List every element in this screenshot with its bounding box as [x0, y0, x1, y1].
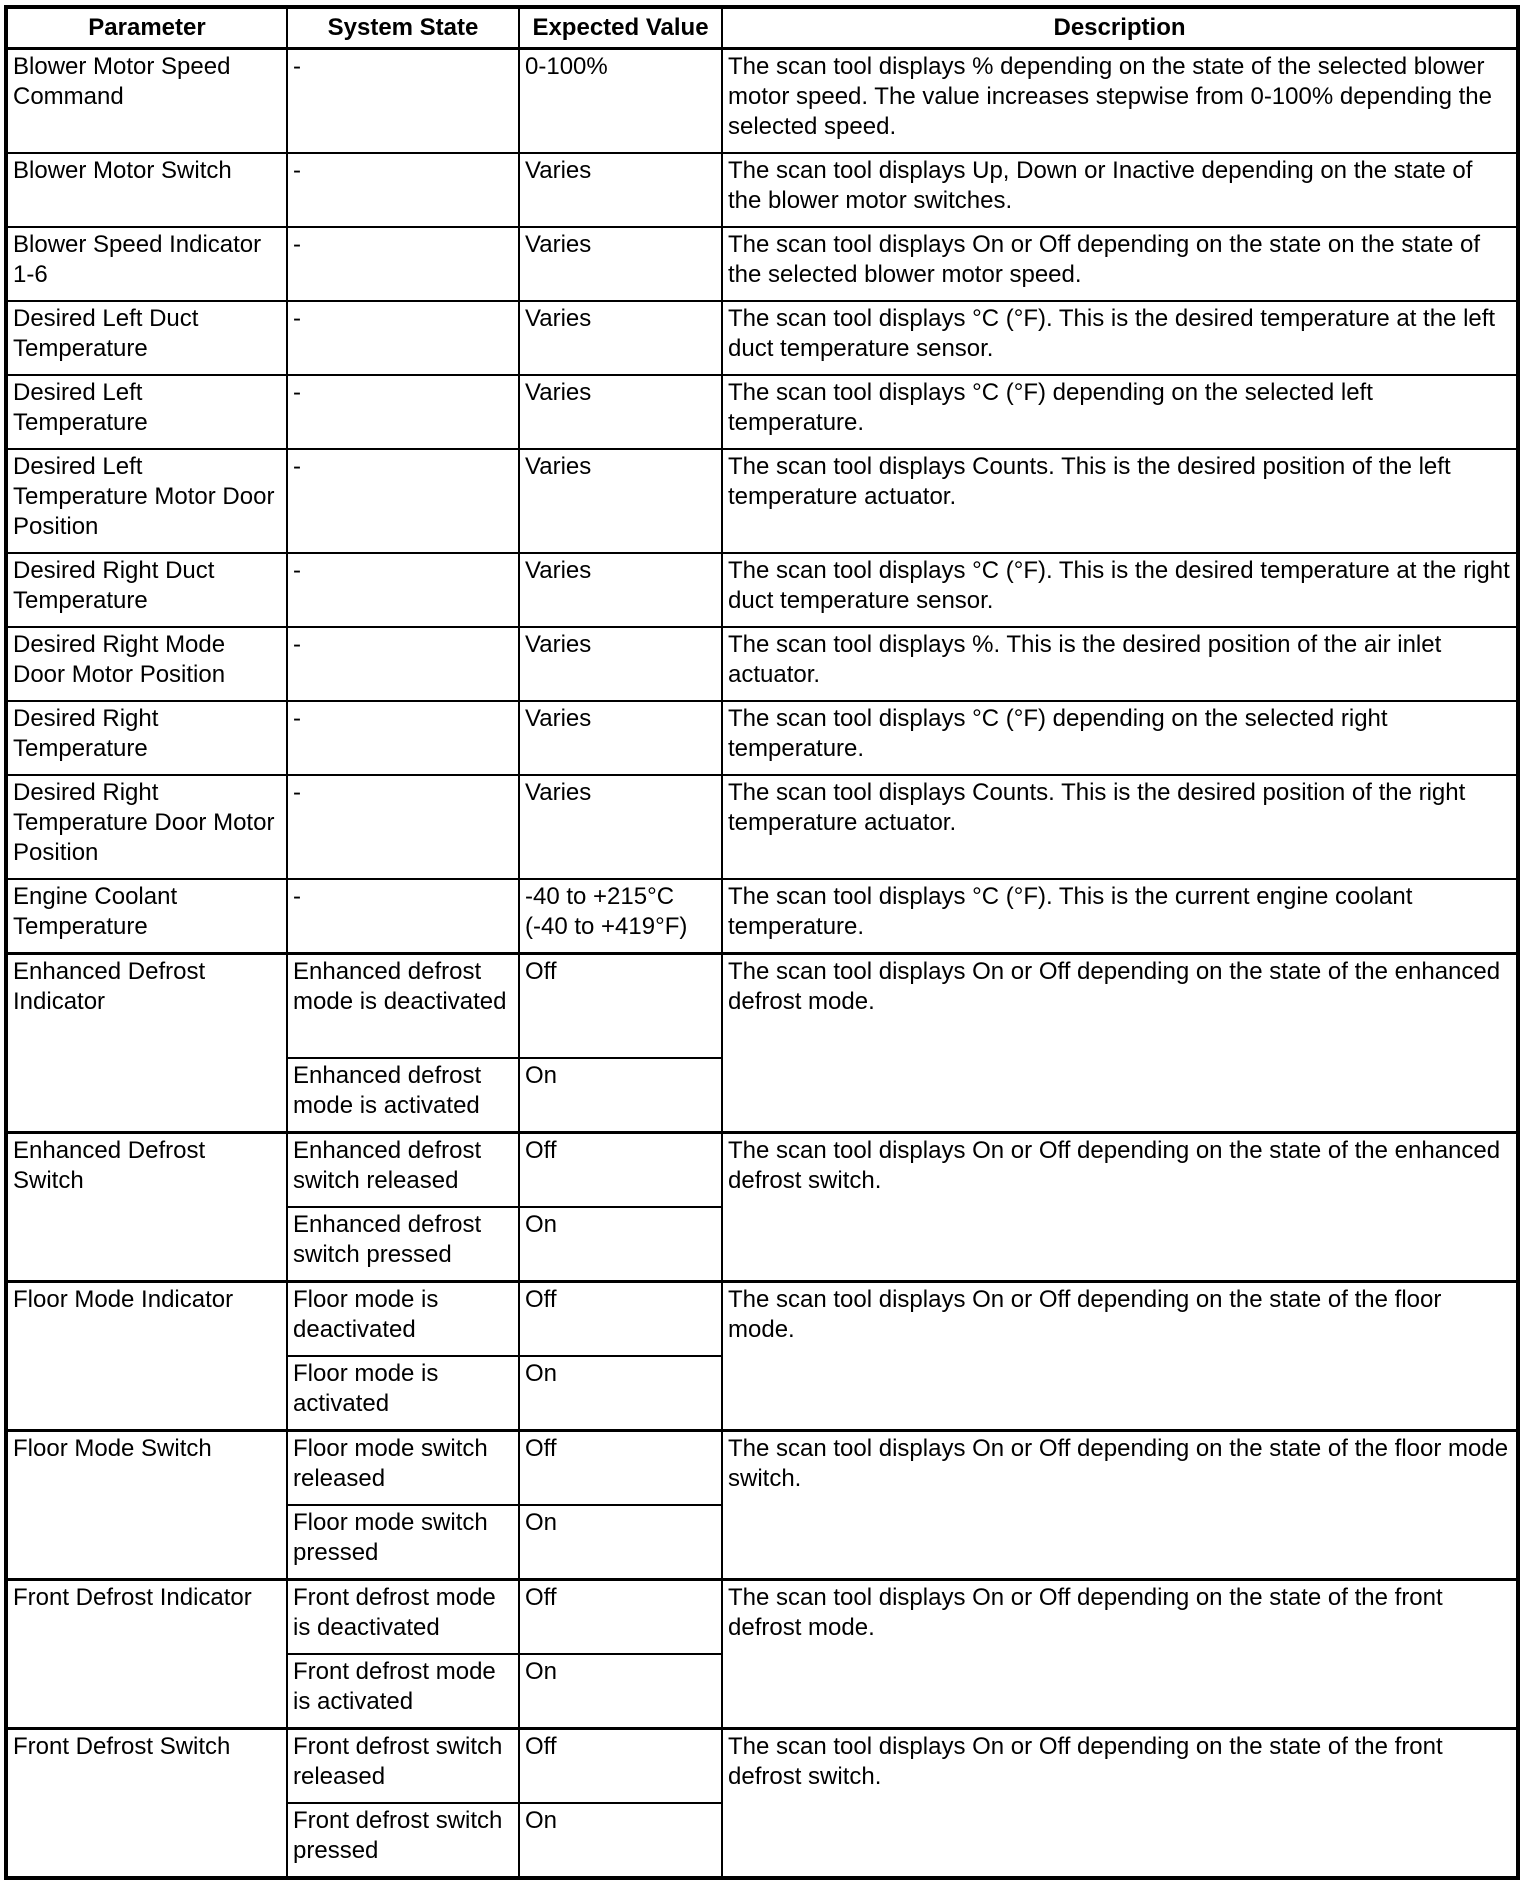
parameter-cell: Floor Mode Switch	[6, 1431, 287, 1580]
expected-value-cell: Varies	[519, 301, 722, 375]
table-row	[6, 954, 1518, 1059]
expected-value-cell: Off	[519, 1580, 722, 1655]
header-row	[6, 7, 1518, 49]
table-row	[6, 301, 1518, 375]
description-cell: The scan tool displays %. This is the desired position of the air inlet actuator.	[722, 627, 1518, 701]
table-row	[6, 1431, 1518, 1506]
parameter-cell: Blower Speed Indicator 1-6	[6, 227, 287, 301]
system-state-cell: Floor mode switch released	[287, 1431, 519, 1506]
expected-value-cell: Varies	[519, 627, 722, 701]
expected-value-cell: 0-100%	[519, 49, 722, 154]
system-state-cell: -	[287, 153, 519, 227]
description-cell: The scan tool displays On or Off depending on the state of the floor mode switch.	[722, 1431, 1518, 1580]
table-row	[6, 553, 1518, 627]
expected-value-cell: Off	[519, 954, 722, 1059]
column-header-parameter: Parameter	[6, 7, 287, 49]
system-state-cell: Enhanced defrost switch pressed	[287, 1207, 519, 1282]
description-cell: The scan tool displays °C (°F). This is the desired temperature at the right duct temperature sensor.	[722, 553, 1518, 627]
expected-value-cell: Off	[519, 1282, 722, 1357]
table-row	[6, 153, 1518, 227]
parameter-cell: Desired Left Duct Temperature	[6, 301, 287, 375]
system-state-cell: Enhanced defrost mode is deactivated	[287, 954, 519, 1059]
parameter-cell: Desired Right Temperature	[6, 701, 287, 775]
system-state-cell: Floor mode is deactivated	[287, 1282, 519, 1357]
description-cell: The scan tool displays On or Off depending on the state of the front defrost mode.	[722, 1580, 1518, 1729]
expected-value-cell: Varies	[519, 375, 722, 449]
parameter-cell: Front Defrost Indicator	[6, 1580, 287, 1729]
expected-value-cell: On	[519, 1356, 722, 1431]
expected-value-cell: On	[519, 1058, 722, 1133]
table-row	[6, 375, 1518, 449]
system-state-cell: -	[287, 553, 519, 627]
system-state-cell: Floor mode switch pressed	[287, 1505, 519, 1580]
expected-value-cell: On	[519, 1505, 722, 1580]
description-cell: The scan tool displays On or Off depending on the state of the enhanced defrost switch.	[722, 1133, 1518, 1282]
description-cell: The scan tool displays °C (°F) depending on the selected left temperature.	[722, 375, 1518, 449]
parameter-cell: Desired Right Duct Temperature	[6, 553, 287, 627]
description-cell: The scan tool displays On or Off depending on the state on the state of the selected blower motor speed.	[722, 227, 1518, 301]
parameter-cell: Engine Coolant Temperature	[6, 879, 287, 954]
system-state-cell: -	[287, 627, 519, 701]
system-state-cell: Front defrost switch released	[287, 1729, 519, 1804]
parameter-cell: Enhanced Defrost Indicator	[6, 954, 287, 1133]
parameter-cell: Enhanced Defrost Switch	[6, 1133, 287, 1282]
system-state-cell: -	[287, 449, 519, 553]
table-row	[6, 1729, 1518, 1804]
system-state-cell: -	[287, 49, 519, 154]
column-header-description: Description	[722, 7, 1518, 49]
expected-value-cell: Varies	[519, 153, 722, 227]
expected-value-cell: Varies	[519, 227, 722, 301]
scan-tool-parameter-table	[4, 5, 1520, 1880]
table-row	[6, 449, 1518, 553]
table-row	[6, 775, 1518, 879]
system-state-cell: -	[287, 701, 519, 775]
table-row	[6, 1282, 1518, 1357]
expected-value-cell: Off	[519, 1729, 722, 1804]
column-header-expected-value: Expected Value	[519, 7, 722, 49]
description-cell: The scan tool displays °C (°F) depending on the selected right temperature.	[722, 701, 1518, 775]
column-header-system-state: System State	[287, 7, 519, 49]
system-state-cell: Front defrost mode is deactivated	[287, 1580, 519, 1655]
description-cell: The scan tool displays Up, Down or Inactive depending on the state of the blower motor switches.	[722, 153, 1518, 227]
expected-value-cell: Off	[519, 1431, 722, 1506]
parameter-cell: Front Defrost Switch	[6, 1729, 287, 1879]
expected-value-cell: Varies	[519, 449, 722, 553]
expected-value-cell: Off	[519, 1133, 722, 1208]
system-state-cell: Enhanced defrost mode is activated	[287, 1058, 519, 1133]
table-row	[6, 227, 1518, 301]
parameter-cell: Desired Right Temperature Door Motor Position	[6, 775, 287, 879]
description-cell: The scan tool displays % depending on the state of the selected blower motor speed. The value increases stepwise from 0-100% depending the selected speed.	[722, 49, 1518, 154]
description-cell: The scan tool displays On or Off depending on the state of the front defrost switch.	[722, 1729, 1518, 1879]
parameter-cell: Blower Motor Speed Command	[6, 49, 287, 154]
description-cell: The scan tool displays °C (°F). This is the desired temperature at the left duct temperature sensor.	[722, 301, 1518, 375]
system-state-cell: Front defrost mode is activated	[287, 1654, 519, 1729]
parameter-cell: Desired Left Temperature	[6, 375, 287, 449]
expected-value-cell: On	[519, 1654, 722, 1729]
parameter-cell: Desired Right Mode Door Motor Position	[6, 627, 287, 701]
expected-value-cell: Varies	[519, 553, 722, 627]
expected-value-cell: Varies	[519, 701, 722, 775]
table-row	[6, 1580, 1518, 1655]
table-row	[6, 879, 1518, 954]
system-state-cell: Enhanced defrost switch released	[287, 1133, 519, 1208]
parameter-cell: Desired Left Temperature Motor Door Position	[6, 449, 287, 553]
system-state-cell: -	[287, 879, 519, 954]
system-state-cell: -	[287, 375, 519, 449]
expected-value-cell: Varies	[519, 775, 722, 879]
table-row	[6, 49, 1518, 154]
description-cell: The scan tool displays On or Off depending on the state of the enhanced defrost mode.	[722, 954, 1518, 1133]
system-state-cell: Front defrost switch pressed	[287, 1803, 519, 1878]
description-cell: The scan tool displays Counts. This is the desired position of the right temperature actuator.	[722, 775, 1518, 879]
table-row	[6, 1133, 1518, 1208]
expected-value-cell: On	[519, 1803, 722, 1878]
system-state-cell: -	[287, 227, 519, 301]
system-state-cell: -	[287, 775, 519, 879]
expected-value-cell: On	[519, 1207, 722, 1282]
system-state-cell: -	[287, 301, 519, 375]
expected-value-cell: -40 to +215°C (-40 to +419°F)	[519, 879, 722, 954]
description-cell: The scan tool displays °C (°F). This is the current engine coolant temperature.	[722, 879, 1518, 954]
system-state-cell: Floor mode is activated	[287, 1356, 519, 1431]
table-row	[6, 627, 1518, 701]
description-cell: The scan tool displays Counts. This is the desired position of the left temperature actuator.	[722, 449, 1518, 553]
parameter-cell: Blower Motor Switch	[6, 153, 287, 227]
parameter-cell: Floor Mode Indicator	[6, 1282, 287, 1431]
table-row	[6, 701, 1518, 775]
description-cell: The scan tool displays On or Off depending on the state of the floor mode.	[722, 1282, 1518, 1431]
